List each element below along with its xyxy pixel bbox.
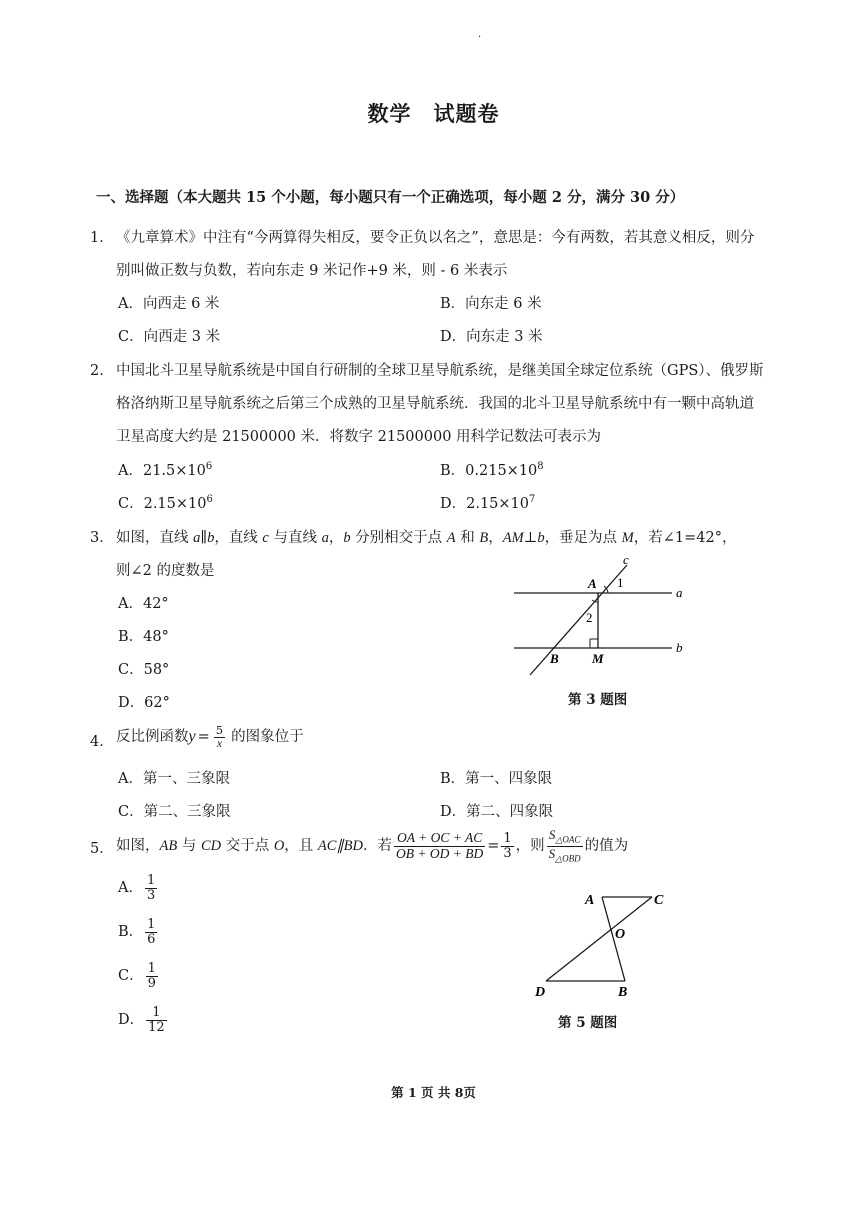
option-a: A．第一、三象限 — [118, 771, 230, 787]
line-c — [530, 565, 627, 675]
label-c: C — [654, 893, 664, 908]
question-number: 5． — [90, 841, 114, 857]
label-o: O — [615, 927, 626, 942]
option-a: A．42° — [118, 596, 169, 612]
label-angle-2: 2 — [586, 610, 593, 625]
figure-caption: 第 5 题图 — [558, 1015, 618, 1031]
option-b: B．第一、四象限 — [440, 771, 553, 787]
option-d: D．第二、四象限 — [440, 804, 554, 820]
segment-cd — [546, 897, 652, 981]
option-a: A．向西走 6 米 — [118, 296, 220, 312]
option-b: B． $\frac{1}{6}$ — [118, 917, 156, 947]
question-text-line: 中国北斗卫星导航系统是中国自行研制的全球卫星导航系统，是继美国全球定位系统（GPS）、俄罗斯 — [116, 363, 764, 379]
figure-caption: 第 3 题图 — [568, 692, 628, 708]
option-a: A． $\frac{1}{3}$ — [118, 873, 156, 903]
label-d: D — [535, 985, 546, 1000]
label-c: c — [623, 552, 629, 567]
option-c: C．向西走 3 米 — [118, 329, 221, 345]
section-heading: 一、选择题（本大题共 15 个小题，每小题只有一个正确选项，每小题 2 分，满分 30 分） — [96, 189, 685, 206]
option-c: C． $\frac{1}{9}$ — [118, 961, 156, 991]
label-m-point: M — [592, 651, 604, 666]
label-b-point: B — [550, 651, 559, 666]
question-text-line: 卫星高度大约是 21500000 米．将数字 21500000 用科学记数法可表示为 — [116, 429, 602, 445]
option-c: C．58° — [118, 662, 170, 678]
question-text-line: 《九章算术》中注有“今两算得失相反，要令正负以名之”，意思是：今有两数，若其意义相反，则分 — [116, 230, 755, 246]
label-line-a: a — [676, 585, 683, 600]
option-a: A．$21.5\times 10^6$ — [118, 461, 213, 479]
option-d: D．62° — [118, 695, 170, 711]
question-text-line: 如图，AB 与 CD 交于点 O，且 AC∥BD．若 $\frac{OA + OC + AC}{OB + OD + BD}$ = $\frac{1}{3}$ ，则 $\frac{S_{\triangle OAC}}{S_{\triangle OBD}}$ 的值为 — [116, 827, 629, 864]
question-text-line: 格洛纳斯卫星导航系统之后第三个成熟的卫星导航系统．我国的北斗卫星导航系统中有一颗中高轨道 — [116, 396, 754, 412]
question-text-line: 则∠2 的度数是 — [116, 563, 215, 579]
option-b: B．向东走 6 米 — [440, 296, 542, 312]
label-angle-1: 1 — [617, 575, 624, 590]
question-text-line: 别叫做正数与负数，若向东走 9 米记作+9 米，则 - 6 米表示 — [116, 263, 508, 279]
option-b: B．48° — [118, 629, 169, 645]
label-line-b: b — [676, 640, 683, 655]
option-c: C．第二、三象限 — [118, 804, 231, 820]
right-angle-mark — [590, 639, 598, 648]
label-b: B — [618, 985, 628, 1000]
page-title: 数学 试题卷 — [367, 101, 500, 126]
question-number: 4． — [90, 734, 114, 750]
page-footer: 第 1 页 共 8页 — [391, 1085, 476, 1100]
option-c: C．$2.15\times 10^6$ — [118, 494, 213, 512]
header-dot: · — [478, 32, 482, 43]
figure-q3 — [500, 545, 700, 680]
question-number: 2． — [90, 363, 114, 379]
question-number: 3． — [90, 530, 114, 546]
figure-q5 — [528, 880, 678, 1005]
question-text-line: 如图，直线 a∥b，直线 c 与直线 a，b 分别相交于点 A 和 B，AM⊥b，垂足为点 M，若∠1=42°， — [116, 530, 737, 546]
option-d: D．$2.15\times 10^7$ — [440, 494, 536, 512]
option-d: D． $\frac{1}{12}$ — [118, 1005, 165, 1035]
label-a: A — [585, 893, 595, 908]
option-b: B．$0.215\times 10^8$ — [440, 461, 544, 479]
question-text-line: 反比例函数y = $\frac{5}{x}$ 的图象位于 — [116, 723, 304, 750]
label-a-point: A — [588, 576, 597, 591]
question-number: 1． — [90, 230, 114, 246]
option-d: D．向东走 3 米 — [440, 329, 543, 345]
